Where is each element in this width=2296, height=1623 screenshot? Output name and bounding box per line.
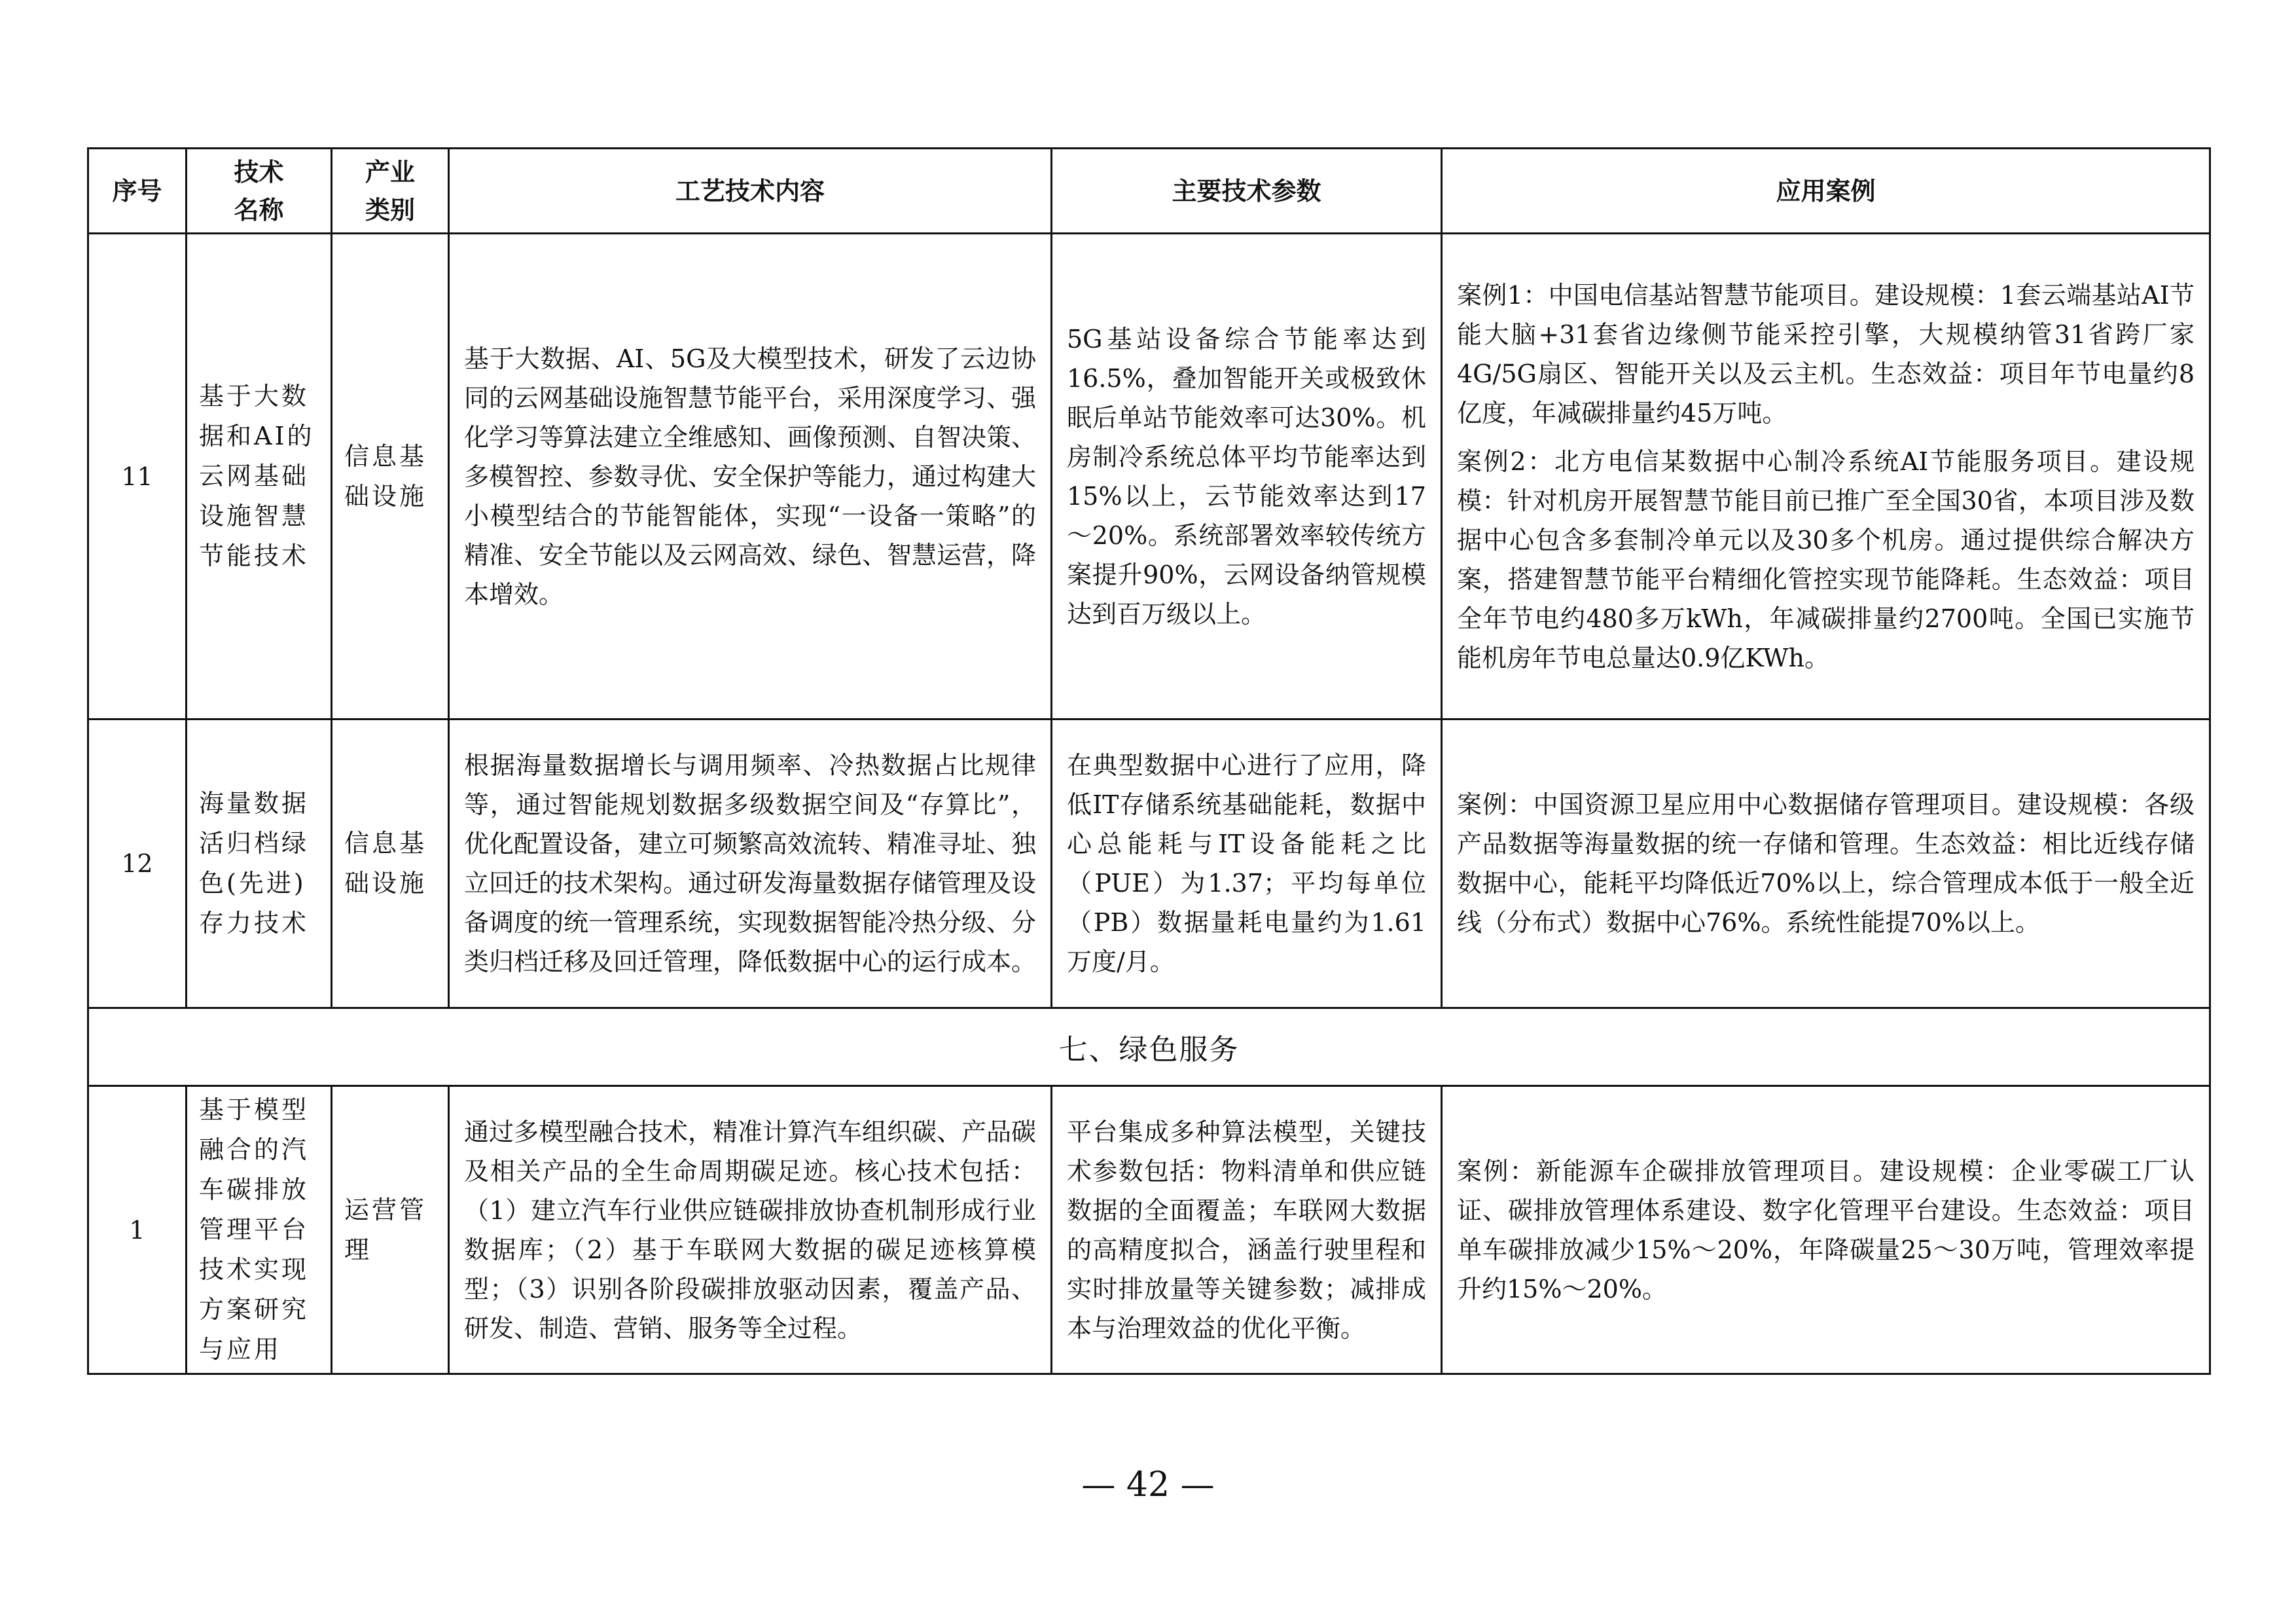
header-name xyxy=(187,149,332,234)
table-row xyxy=(88,1086,2210,1374)
row-industry: 运营管理 xyxy=(332,1086,449,1374)
table-row xyxy=(88,234,2210,720)
row-params: 在典型数据中心进行了应用，降低IT存储系统基础能耗，数据中心总能耗与IT设备能耗之比（PUE）为1.37；平均每单位（PB）数据量耗电量约为1.61万度/月。 xyxy=(1052,720,1442,1008)
row-industry: 信息基础设施 xyxy=(332,720,449,1008)
row-cases xyxy=(1442,1086,2210,1374)
row-cases xyxy=(1442,720,2210,1008)
header-process: 工艺技术内容 xyxy=(449,149,1052,234)
table-row xyxy=(88,720,2210,1008)
case-text: 案例1：中国电信基站智慧节能项目。建设规模：1套云端基站AI节能大脑+31套省边缘侧节能采控引擎，大规模纳管31省跨厂家4G/5G扇区、智能开关以及云主机。生态效益：项目年节电量约8亿度，年减碳排量约45万吨。 xyxy=(1457,280,2195,428)
row-process: 基于大数据、AI、5G及大模型技术，研发了云边协同的云网基础设施智慧节能平台，采用深度学习、强化学习等算法建立全维感知、画像预测、自智决策、多模智控、参数寻优、安全保护等能力，通过构建大小模型结合的节能智能体，实现“一设备一策略”的精准、安全节能以及云网高效、绿色、智慧运营，降本增效。 xyxy=(449,234,1052,720)
header-no: 序号 xyxy=(88,149,187,234)
table-header-row xyxy=(88,149,2210,234)
header-params: 主要技术参数 xyxy=(1052,149,1442,234)
row-process: 根据海量数据增长与调用频率、冷热数据占比规律等，通过智能规划数据多级数据空间及“存算比”，优化配置设备，建立可频繁高效流转、精准寻址、独立回迁的技术架构。通过研发海量数据存储管理及设备调度的统一管理系统，实现数据智能冷热分级、分类归档迁移及回迁管理，降低数据中心的运行成本。 xyxy=(449,720,1052,1008)
row-no: 11 xyxy=(88,234,187,720)
header-industry-text: 产业类别 xyxy=(365,157,415,225)
page-number: — 42 — xyxy=(1081,1465,1215,1504)
case-text: 案例：中国资源卫星应用中心数据储存管理项目。建设规模：各级产品数据等海量数据的统一存储和管理。生态效益：相比近线存储数据中心，能耗平均降低近70%以上，综合管理成本低于一般全近线（分布式）数据中心76%。系统性能提70%以上。 xyxy=(1457,790,2195,937)
case-text: 案例：新能源车企碳排放管理项目。建设规模：企业零碳工厂认证、碳排放管理体系建设、数字化管理平台建设。生态效益：项目单车碳排放减少15%～20%，年降碳量25～30万吨，管理效率提升约15%～20%。 xyxy=(1457,1156,2195,1304)
case-text: 案例2：北方电信某数据中心制冷系统AI节能服务项目。建设规模：针对机房开展智慧节能目前已推广至全国30省，本项目涉及数据中心包含多套制冷单元以及30多个机房。通过提供综合解决方案，搭建智慧节能平台精细化管控实现节能降耗。生态效益：项目全年节电约480多万kWh，年减碳排量约2700吨。全国已实施节能机房年节电总量达0.9亿KWh。 xyxy=(1457,447,2195,672)
technology-table xyxy=(87,147,2211,1375)
row-tech-name: 基于大数据和AI的云网基础设施智慧节能技术 xyxy=(187,234,332,720)
row-process: 通过多模型融合技术，精准计算汽车组织碳、产品碳及相关产品的全生命周期碳足迹。核心技术包括：（1）建立汽车行业供应链碳排放协查机制形成行业数据库；（2）基于车联网大数据的碳足迹核算模型；（3）识别各阶段碳排放驱动因素，覆盖产品、研发、制造、营销、服务等全过程。 xyxy=(449,1086,1052,1374)
row-no: 12 xyxy=(88,720,187,1008)
header-cases: 应用案例 xyxy=(1442,149,2210,234)
header-name-text: 技术名称 xyxy=(234,157,284,225)
row-industry: 信息基础设施 xyxy=(332,234,449,720)
row-tech-name: 基于模型融合的汽车碳排放管理平台技术实现方案研究与应用 xyxy=(187,1086,332,1374)
row-cases xyxy=(1442,234,2210,720)
row-params: 5G基站设备综合节能率达到16.5%，叠加智能开关或极致休眠后单站节能效率可达30%。机房制冷系统总体平均节能率达到15%以上，云节能效率达到17～20%。系统部署效率较传统方案提升90%，云网设备纳管规模达到百万级以上。 xyxy=(1052,234,1442,720)
header-industry xyxy=(332,149,449,234)
row-params: 平台集成多种算法模型，关键技术参数包括：物料清单和供应链数据的全面覆盖；车联网大数据的高精度拟合，涵盖行驶里程和实时排放量等关键参数；减排成本与治理效益的优化平衡。 xyxy=(1052,1086,1442,1374)
section-title: 七、绿色服务 xyxy=(88,1008,2210,1086)
row-no: 1 xyxy=(88,1086,187,1374)
row-tech-name: 海量数据活归档绿色(先进)存力技术 xyxy=(187,720,332,1008)
section-row xyxy=(88,1008,2210,1086)
